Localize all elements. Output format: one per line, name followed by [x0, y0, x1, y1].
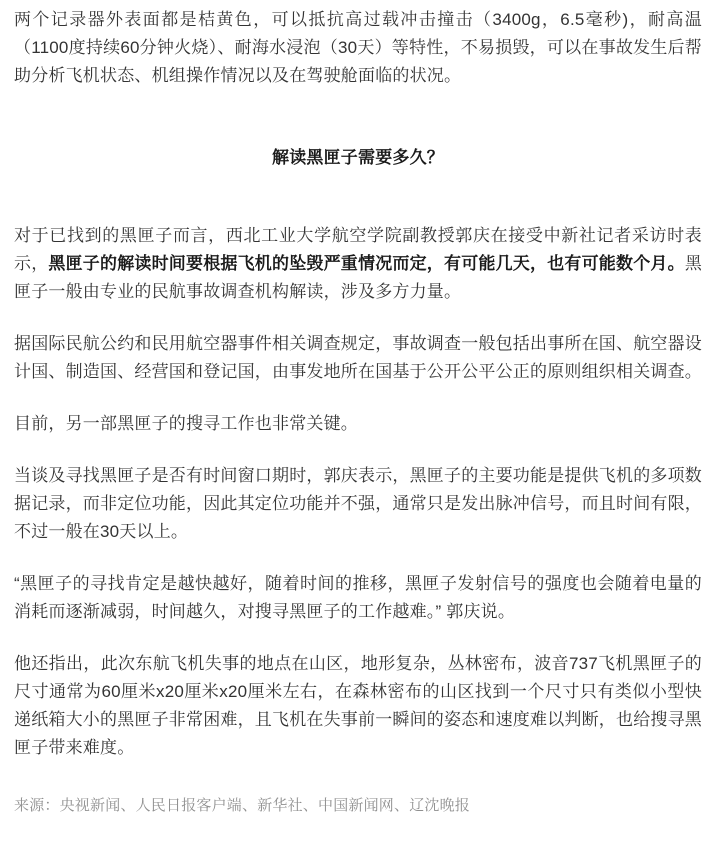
paragraph-search-importance: 目前，另一部黑匣子的搜寻工作也非常关键。: [14, 414, 358, 433]
paragraph-investigation-rules: 据国际民航公约和民用航空器事件相关调查规定，事故调查一般包括出事所在国、航空器设计国、制造国、经营国和登记国，由事发地所在国基于公开公平公正的原则组织相关调查。: [14, 334, 702, 381]
paragraph-quote-signal-decay: “黑匣子的寻找肯定是越快越好，随着时间的推移，黑匣子发射信号的强度也会随着电量的消耗而逐渐减弱，时间越久，对搜寻黑匣子的工作越难。” 郭庆说。: [14, 574, 702, 621]
paragraph-terrain-difficulty: 他还指出，此次东航飞机失事的地点在山区，地形复杂，丛林密布，波音737飞机黑匣子的尺寸通常为60厘米x20厘米x20厘米左右，在森林密布的山区找到一个尺寸只有类似小型快递纸箱大小的黑匣子非常困难，且飞机在失事前一瞬间的姿态和速度难以判断，也给搜寻黑匣子带来难度。: [14, 654, 702, 757]
section-heading-decode-time: 解读黑匣子需要多久？: [272, 148, 444, 167]
paragraph-decode-time-emphasis: 黑匣子的解读时间要根据飞机的坠毁严重情况而定，有可能几天，也有可能数个月。: [48, 254, 685, 273]
paragraph-time-window: 当谈及寻找黑匣子是否有时间窗口期时，郭庆表示，黑匣子的主要功能是提供飞机的多项数据记录，而非定位功能，因此其定位功能并不强，通常只是发出脉冲信号，而且时间有限，不过一般在30天以上。: [14, 466, 702, 541]
paragraph-decode-time-tail: 黑匣子一般由专业的民航事故调查机构解读，涉及多方力量。: [14, 254, 703, 301]
source-attribution: 来源：央视新闻、人民日报客户端、新华社、中国新闻网、辽沈晚报: [14, 797, 471, 814]
paragraph-decode-time-lead: 对于已找到的黑匣子而言，西北工业大学航空学院副教授郭庆在接受中新社记者采访时表示，: [14, 226, 702, 273]
paragraph-decode-time: [14, 222, 702, 306]
paragraph-recorder-durability: 两个记录器外表面都是桔黄色，可以抵抗高过载冲击撞击（3400g，6.5毫秒)，耐高温（1100度持续60分钟火烧）、耐海水浸泡（30天）等特性，不易损毁，可以在事故发生后帮助分析飞机状态、机组操作情况以及在驾驶舱面临的状况。: [14, 10, 702, 85]
